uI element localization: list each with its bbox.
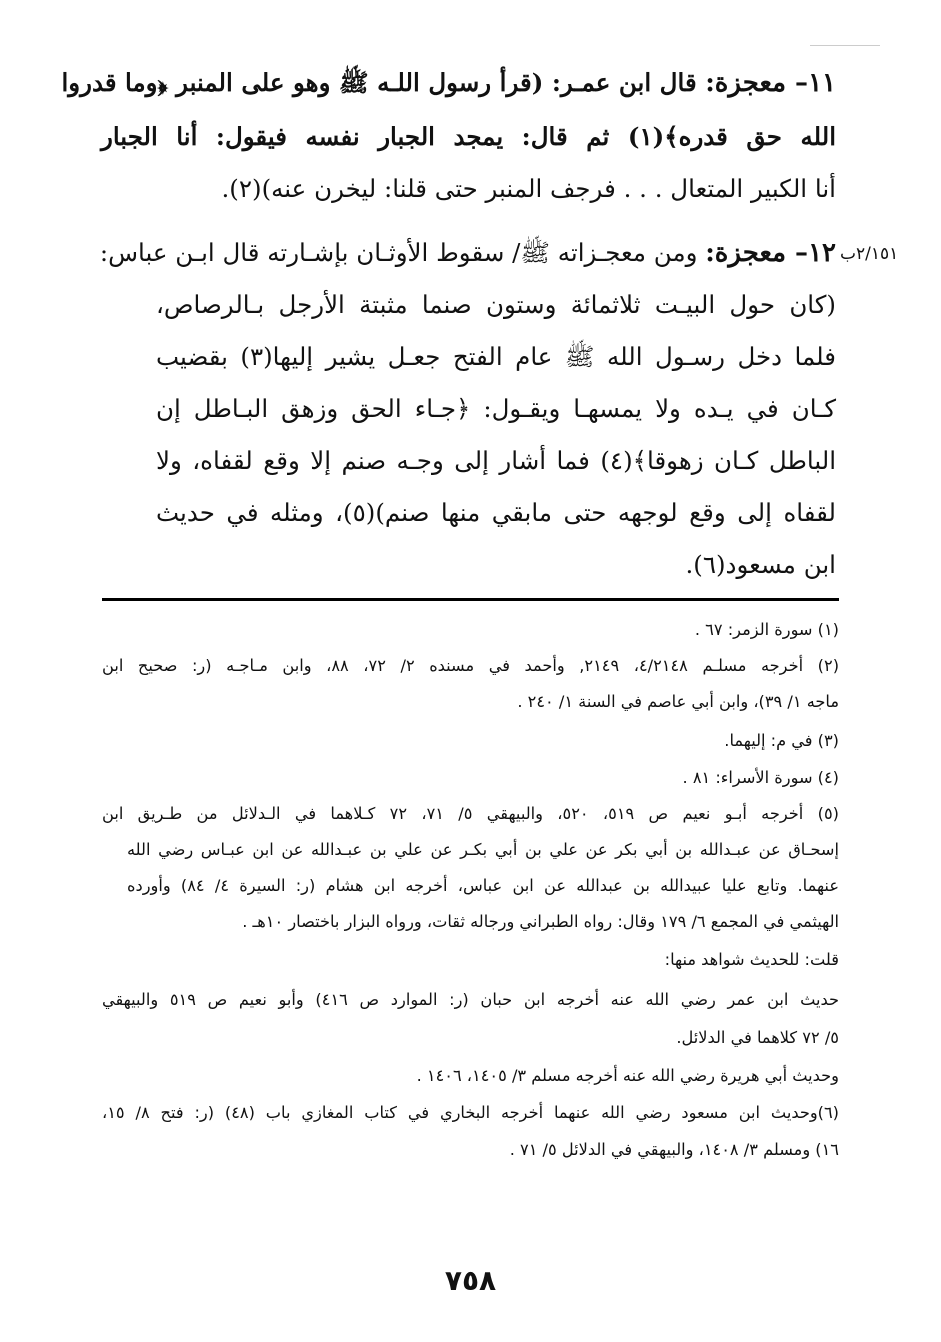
footnote-6-line-1: (٦)وحديث ابن مسعود رضي الله عنهما أخرجه البخاري في كتاب المغازي باب (٤٨) (ر: فتح ٨/ ١٥، (102, 1103, 839, 1122)
miracle-label-12: ١٢– معجزة: (705, 238, 836, 268)
body-line-6: فلما دخل رسـول الله ﷺ عام الفتح جعـل يشير إليها(٣) بقضيب (156, 342, 836, 371)
body-line-4-text: ومن معجـزاته ﷺ/ سقوط الأوثـان بإشـارته قال ابـن عباس: (99, 238, 706, 267)
margin-page-reference: ٢/١٥١ب (840, 244, 899, 264)
footnote-5-line-7: ٥/ ٧٢ كلاهما في الدلائل. (676, 1028, 839, 1047)
body-line-9: لقفاه إلى وقع لوجهه حتى مابقي منها صنم)(٥)، ومثله في حديث (156, 498, 836, 527)
footnote-6-line-2: ١٦) ومسلم ٣/ ١٤٠٨، والبيهقي في الدلائل ٥/ ٧١ . (509, 1140, 839, 1159)
body-line-1 (61, 68, 836, 104)
footnote-5-line-8: وحديث أبي هريرة رضي الله عنه أخرجه مسلم ٣/ ١٤٠٥، ١٤٠٦ . (416, 1066, 839, 1085)
footnote-5-line-5: قلت: للحديث شواهد منها: (664, 950, 839, 969)
top-rule (810, 45, 880, 46)
body-line-8: الباطل كـان زهوقا﴾(٤) فما أشار إلى وجـه صنم إلا وقع لقفاه، ولا (156, 446, 837, 475)
footnote-3: (٣) في م: إليهما. (724, 731, 839, 750)
footnote-2-line-2: ماجه ١/ ٣٩)، وابن أبي عاصم في السنة ١/ ٢٤٠ . (517, 692, 839, 711)
body-line-1-text: قال ابن عمـر: (قرأ رسول اللـه ﷺ وهو على المنبر ﴿وما قدروا (61, 68, 706, 97)
miracle-label-11: ١١– معجزة: (705, 68, 836, 98)
footnote-separator (102, 598, 839, 601)
body-line-2: الله حق قدره﴾(١) ثم قال: يمجد الجبار نفسه فيقول: أنا الجبار (101, 122, 836, 151)
footnote-2-line-1: (٢) أخرجه مسلـم ٤/٢١٤٨، ٢١٤٩, وأحمد في مسنده ٢/ ٧٢، ٨٨، وابن مـاجـه (ر: صحيح ابن (102, 656, 840, 675)
body-line-3: أنا الكبير المتعال . . . فرجف المنبر حتى قلنا: ليخرن عنه)(٢). (221, 174, 836, 203)
page-number: ٧٥٨ (444, 1264, 497, 1297)
footnote-5-line-4: الهيثمي في المجمع ٦/ ١٧٩ وقال: رواه الطبراني ورجاله ثقات، ورواه البزار باختصار ١٠هـ . (242, 912, 839, 931)
footnote-5-line-3: عنهما. وتابع عليا عبيدالله بن عبدالله عن ابن عباس، أخرجه ابن هشام (ر: السيرة ٤/ ٨٤) وأورده (127, 876, 839, 895)
footnote-5-line-1: (٥) أخرجه أبـو نعيم ص ٥١٩، ٥٢٠، والبيهقي ٥/ ٧١، ٧٢ كـلاهما في الـدلائل من طـريق ابن (102, 804, 839, 823)
footnote-5-line-2: إسحـاق عن عبـدالله بن أبي بكر عن علي بن أبي بكـر عن علي بن عبـدالله عن ابن عبـاس رضي الله (127, 840, 839, 859)
body-line-4 (101, 238, 836, 274)
footnote-5-line-6: حديث ابن عمر رضي الله عنه أخرجه ابن حبان (ر: الموارد ص ٤١٦) وأبو نعيم ص ٥١٩ والبيهقي (102, 990, 840, 1009)
footnote-4: (٤) سورة الأسراء: ٨١ . (682, 768, 839, 787)
body-line-10: ابن مسعود(٦). (685, 550, 836, 579)
footnote-1: (١) سورة الزمر: ٦٧ . (694, 620, 839, 639)
body-line-5: (كان حول البيـت ثلاثمائة وستون صنما مثبتة الأرجل بـالرصاص، (156, 290, 836, 319)
body-line-7: كـان في يـده ولا يمسهـا ويقـول: ﴿جـاء الحق وزهق البـاطل إن (156, 394, 836, 423)
